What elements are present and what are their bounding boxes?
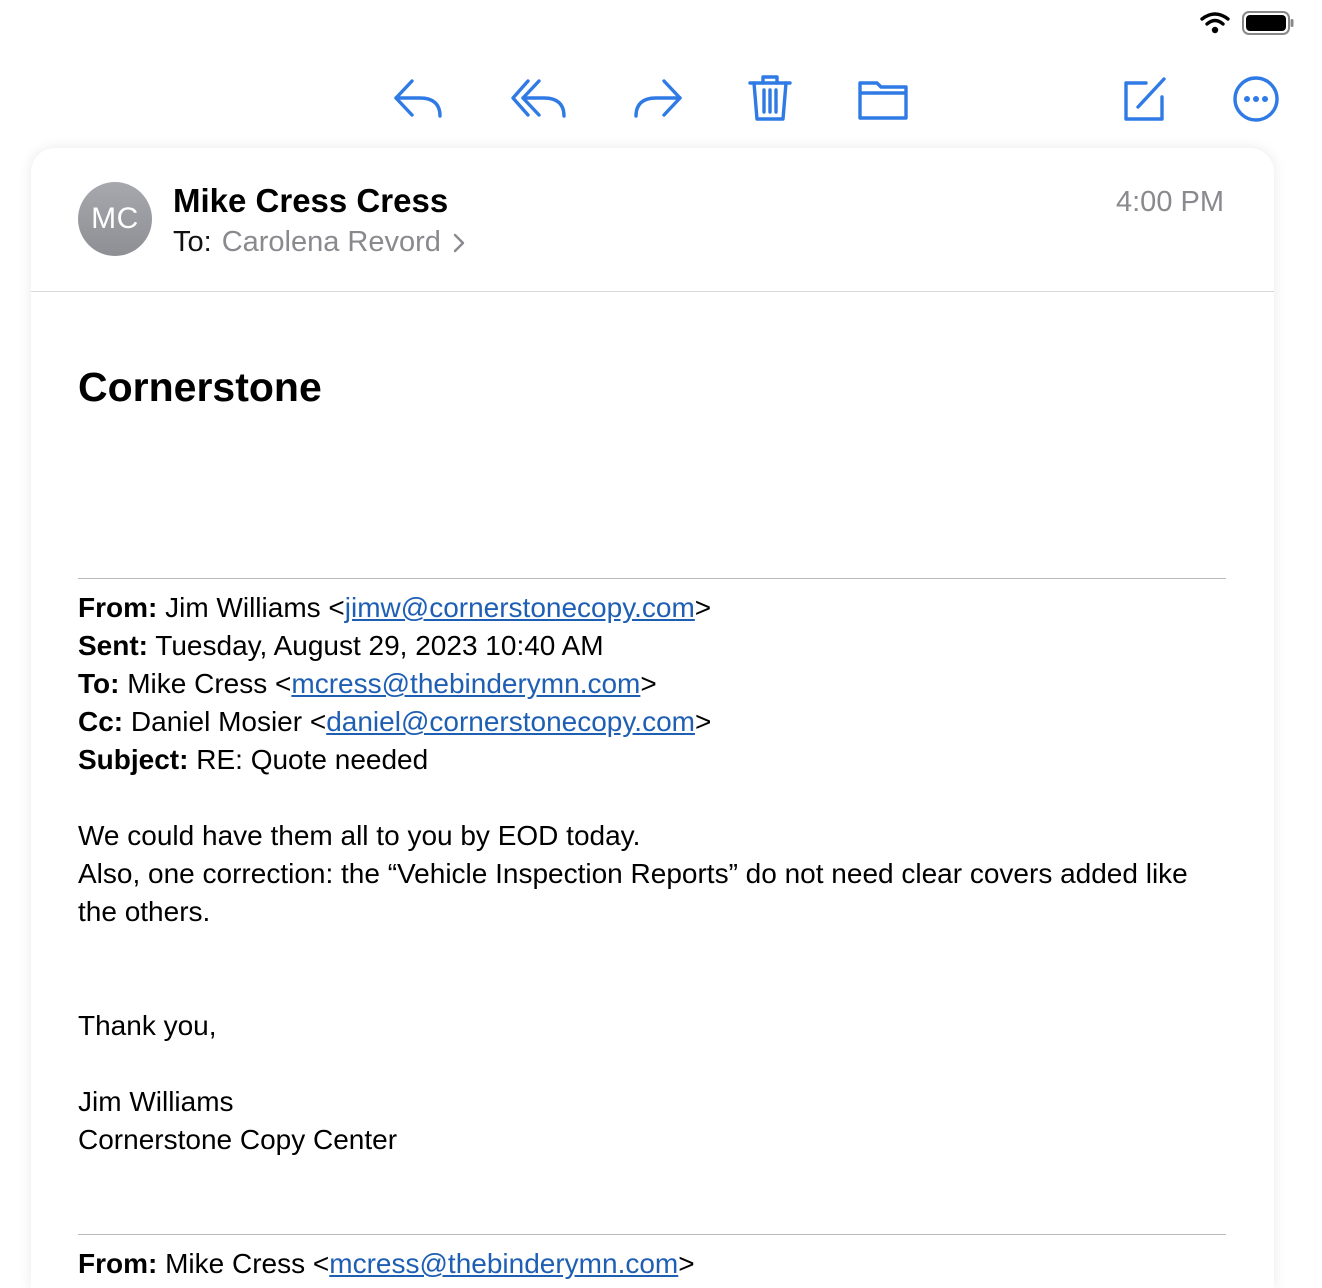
body-line-correction: Also, one correction: the “Vehicle Inspection Reports” do not need clear covers added like the others. <box>78 858 1188 927</box>
signature-name: Jim Williams <box>78 1086 234 1117</box>
next-quoted-from-line <box>78 1245 695 1283</box>
cc-close: > <box>694 706 712 737</box>
reply-all-button[interactable] <box>508 70 568 128</box>
compose-icon <box>1116 71 1172 127</box>
trash-icon <box>742 71 798 127</box>
quoted-to-email-link[interactable]: mcress@thebinderymn.com <box>291 668 641 699</box>
quoted-to-line <box>78 665 657 703</box>
body-line-eod: We could have them all to you by EOD today. <box>78 820 641 851</box>
quoted-subject-value: RE: Quote needed <box>196 744 429 775</box>
compose-button[interactable] <box>1114 70 1174 128</box>
header-divider <box>31 291 1274 292</box>
recipient-name[interactable]: Carolena Revord <box>221 226 441 258</box>
move-to-folder-button[interactable] <box>853 70 913 128</box>
next-from-name: Mike Cress < <box>165 1248 330 1279</box>
reply-button[interactable] <box>388 70 448 128</box>
cc-email-link[interactable]: daniel@cornerstonecopy.com <box>326 706 695 737</box>
quoted-sent-line <box>78 627 604 665</box>
from-name: Jim Williams < <box>165 592 345 623</box>
from-email-link[interactable]: jimw@cornerstonecopy.com <box>344 592 695 623</box>
signature-company: Cornerstone Copy Center <box>78 1124 398 1155</box>
quote-divider <box>78 578 1226 579</box>
quoted-to-name: Mike Cress < <box>127 668 292 699</box>
more-button[interactable] <box>1226 70 1286 128</box>
avatar[interactable] <box>78 182 152 256</box>
quoted-subject-label: Subject: <box>78 744 189 775</box>
reply-icon <box>390 71 446 127</box>
message-time: 4:00 PM <box>1116 186 1224 218</box>
status-bar <box>1200 10 1294 36</box>
quoted-subject-line <box>78 741 428 779</box>
quoted-to-label: To: <box>78 668 120 699</box>
closing-line: Thank you, <box>78 1010 217 1041</box>
recipients-row[interactable] <box>173 226 467 259</box>
to-label: To: <box>173 226 212 258</box>
sent-value: Tuesday, August 29, 2023 10:40 AM <box>155 630 604 661</box>
more-icon <box>1228 71 1284 127</box>
quote-divider-2 <box>78 1234 1226 1235</box>
next-from-close: > <box>678 1248 695 1279</box>
next-from-email-link[interactable]: mcress@thebinderymn.com <box>329 1248 679 1279</box>
next-from-label: From: <box>78 1248 158 1279</box>
message-subject: Cornerstone <box>78 364 322 410</box>
toolbar <box>0 70 1322 128</box>
battery-icon <box>1242 11 1294 35</box>
message-card <box>31 148 1274 1288</box>
trash-button[interactable] <box>740 70 800 128</box>
from-label: From: <box>78 592 158 623</box>
forward-icon <box>630 71 686 127</box>
reply-all-icon <box>510 71 566 127</box>
forward-button[interactable] <box>628 70 688 128</box>
sent-label: Sent: <box>78 630 148 661</box>
avatar-initials: MC <box>91 202 139 235</box>
chevron-right-icon <box>451 232 467 254</box>
wifi-icon <box>1200 10 1230 36</box>
folder-icon <box>855 71 911 127</box>
quoted-cc-line <box>78 703 711 741</box>
quoted-to-close: > <box>640 668 657 699</box>
sender-name[interactable]: Mike Cress Cress <box>173 182 449 219</box>
cc-name: Daniel Mosier < <box>130 706 327 737</box>
from-close: > <box>694 592 712 623</box>
cc-label: Cc: <box>78 706 124 737</box>
quoted-from-line <box>78 589 711 627</box>
